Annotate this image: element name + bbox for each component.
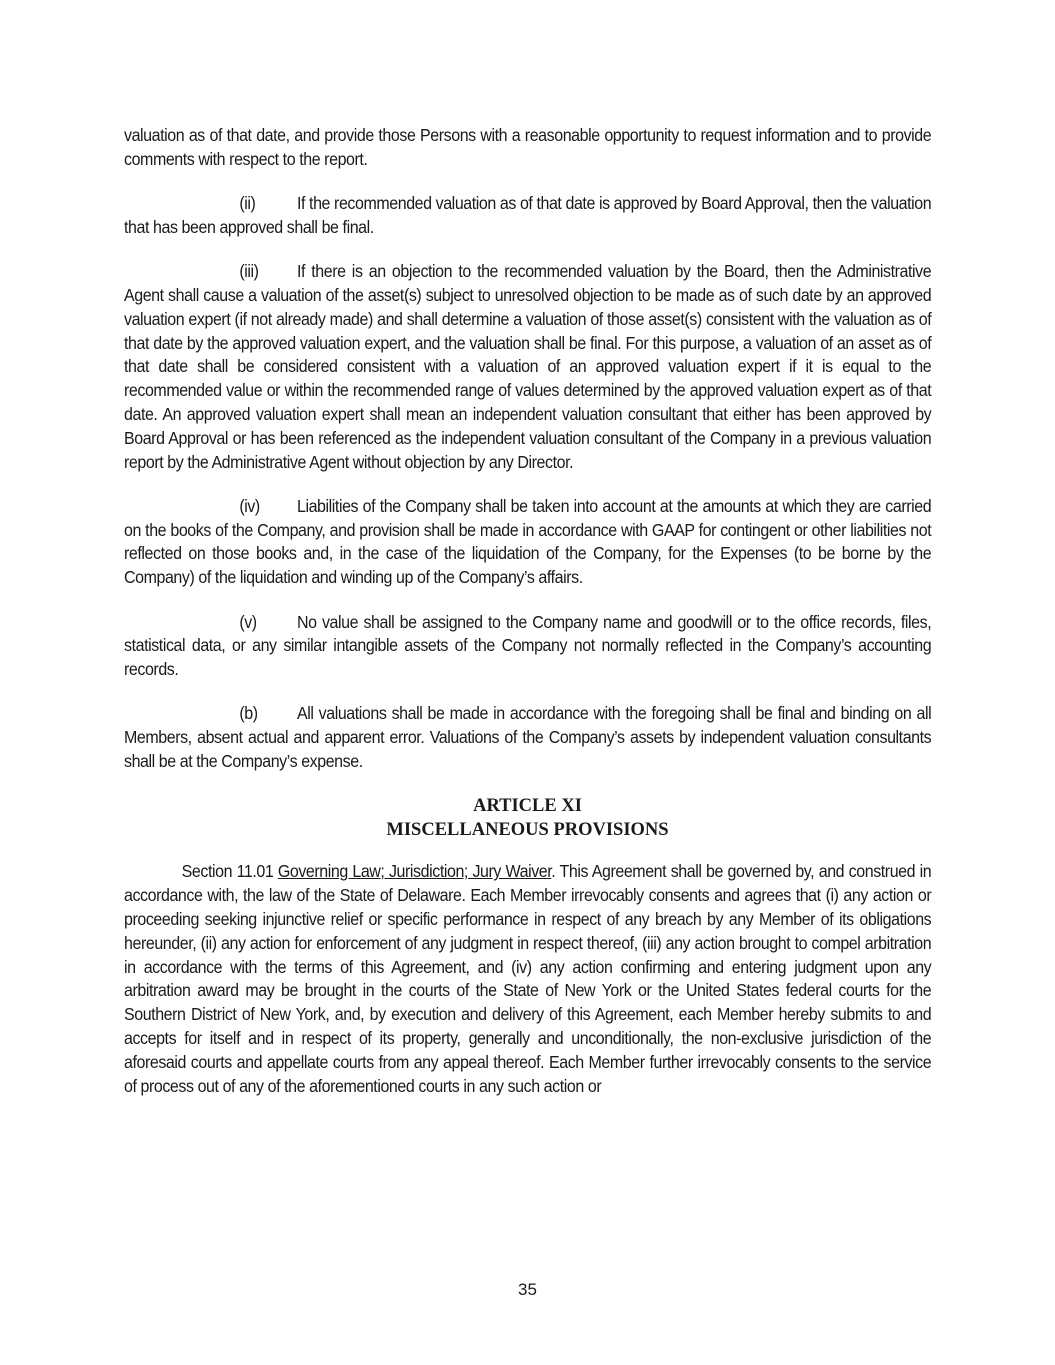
paragraph-text: All valuations shall be made in accordance with the foregoing shall be final and binding on all Members, absent actual and apparent error. Valuations of the Company’s assets by independent valuation consultants shall be at the Company’s expense.: [124, 703, 932, 772]
section-heading-punct: .: [551, 861, 556, 882]
paragraph-b: [124, 702, 931, 773]
section-label: Section 11.01: [181, 861, 274, 882]
paragraph-iv: [124, 495, 931, 590]
paragraph-v: [124, 611, 931, 682]
paragraph-iii: [124, 260, 931, 474]
paragraph-continuation: [124, 124, 931, 172]
section-heading: Governing Law; Jurisdiction; Jury Waiver: [277, 861, 552, 882]
paragraph-text: If the recommended valuation as of that date is approved by Board Approval, then the valuation that has been approved shall be final.: [124, 193, 932, 237]
clause-number: (iv): [239, 495, 260, 516]
paragraph-text: Liabilities of the Company shall be taken into account at the amounts at which they are carried on the books of the Company, and provision shall be made in accordance with GAAP for contingent or other liabilities not reflected on those books and, in the case of the liquidation of the Company, for the Expenses (to be borne by the Company) of the liquidation and winding up of the Company’s affairs.: [124, 495, 932, 588]
paragraph-text: If there is an objection to the recommended valuation by the Board, then the Administrative Agent shall cause a valuation of the asset(s) subject to unresolved objection to be made as of such date by an approved valuation expert (if not already made) and shall determine a valuation of those asset(s) consistent with the valuation as of that date by the approved valuation expert, and the valuation shall be final. For this purpose, a valuation of an asset as of that date shall be considered consistent with a valuation of an approved valuation expert if it is equal to the recommended value or within the recommended range of values determined by the approved valuation expert as of that date. An approved valuation expert shall mean an independent valuation consultant that either has been approved by Board Approval or has been referenced as the independent valuation consultant of the Company in a previous valuation report by the Administrative Agent without objection by any Director.: [124, 261, 932, 472]
section-11-01: [124, 860, 931, 1098]
page-number: 35: [518, 1280, 537, 1299]
section-text: This Agreement shall be governed by, and construed in accordance with, the law of the State of Delaware. Each Member irrevocably consents and agrees that (i) any action or proceeding seeking injunctive relief or specific performance in respect of any breach by any Member of its obligations hereunder, (ii) any action for enforcement of any judgment in respect thereof, (iii) any action brought to compel arbitration in accordance with the terms of this Agreement, and (iv) any action confirming and entering judgment upon any arbitration award may be brought in the courts of the State of New York or the United States federal courts for the Southern District of New York, and, by execution and delivery of this Agreement, each Member hereby submits to and accepts for itself and in respect of its property, generally and unconditionally, the non-exclusive jurisdiction of the aforesaid courts and appellate courts from any appeal thereof. Each Member further irrevocably consents to the service of process out of any of the aforementioned courts in any such action or: [124, 861, 932, 1096]
paragraph-ii: [124, 192, 931, 240]
paragraph-text: valuation as of that date, and provide those Persons with a reasonable opportunity to request information and to provide comments with respect to the report.: [124, 125, 932, 169]
paragraph-text: No value shall be assigned to the Company name and goodwill or to the office records, files, statistical data, or any similar intangible assets of the Company not normally reflected in the Company’s accounting records.: [124, 611, 932, 680]
article-title: ARTICLE XI: [473, 796, 582, 817]
article-subtitle: MISCELLANEOUS PROVISIONS: [386, 820, 669, 841]
article-heading: [124, 794, 931, 842]
document-page: [124, 124, 931, 1119]
clause-number: (ii): [239, 193, 256, 214]
clause-number: (v): [239, 611, 257, 632]
clause-number: (b): [239, 703, 258, 724]
clause-number: (iii): [239, 261, 259, 282]
